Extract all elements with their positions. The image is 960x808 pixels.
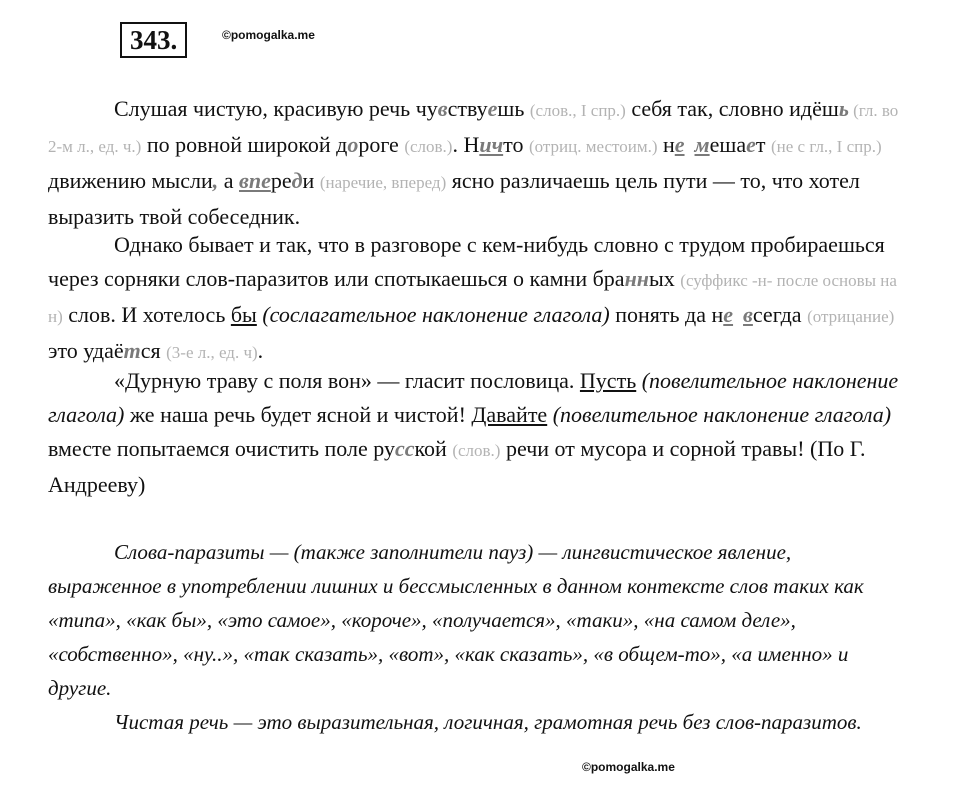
grammar-note: (наречие, вперед) [319, 173, 447, 192]
definition-text: Чистая речь — это выразительная, логичная, грамотная речь без слов-паразитов. [114, 710, 862, 734]
spelling-mark: , [212, 168, 219, 193]
spelling-mark: о [347, 132, 359, 157]
text-fragment: это удаё [48, 338, 124, 363]
spelling-mark: сс [394, 436, 415, 461]
spelling-mark: в [743, 302, 753, 327]
underlined-word: Давайте [471, 402, 548, 427]
watermark-bottom: ©pomogalka.me [582, 760, 675, 774]
text-fragment: себя так, словно идёш [625, 96, 839, 121]
text-fragment: . Н [452, 132, 480, 157]
text-fragment: же наша речь будет ясной и чистой! [124, 402, 472, 427]
spelling-mark: ь [838, 96, 849, 121]
text-fragment: еша [709, 132, 747, 157]
definition-paragraph [48, 705, 908, 739]
paragraph-1 [48, 92, 908, 234]
spelling-mark: д [291, 168, 303, 193]
underlined-word: бы [230, 302, 257, 327]
text-fragment: и [302, 168, 320, 193]
spelling-mark: е [487, 96, 498, 121]
text-fragment: слов. И хотелось [62, 302, 231, 327]
spelling-mark: ич [479, 132, 504, 157]
text-fragment: «Дурную траву с поля вон» — гласит пословица. [114, 368, 580, 393]
spelling-mark: е [723, 302, 734, 327]
grammar-note: (гл. во 2-м л., ед. ч.) [48, 101, 899, 156]
text-fragment: речи от мусора и сорной травы! (По Г. Андрееву) [48, 436, 866, 497]
text-fragment: ству [447, 96, 488, 121]
grammar-comment: (сослагательное наклонение глагола) [256, 302, 610, 327]
text-fragment: шь [497, 96, 530, 121]
exercise-number: 343. [120, 22, 187, 58]
grammar-note: (слов.) [452, 441, 501, 460]
text-fragment: ся [140, 338, 167, 363]
text-fragment: кой [414, 436, 453, 461]
grammar-comment: (повелительное наклонение глагола) [48, 368, 899, 427]
text-fragment: т [755, 132, 771, 157]
text-fragment: по ровной широкой д [141, 132, 348, 157]
spelling-mark: впе [239, 168, 271, 193]
grammar-note: (суффикс -н- после основы на н) [48, 271, 897, 326]
spelling-mark: м [694, 132, 710, 157]
grammar-note: (отриц. местоим.) [528, 137, 658, 156]
text-fragment: понять да н [609, 302, 724, 327]
grammar-note: (3-е л., ед. ч) [166, 343, 258, 362]
spelling-mark: т [123, 338, 141, 363]
text-fragment: ых [649, 266, 681, 291]
underlined-word: Пусть [579, 368, 637, 393]
spelling-mark: в [437, 96, 448, 121]
text-fragment: . [257, 338, 264, 363]
text-fragment: а [218, 168, 239, 193]
word-gap [685, 132, 695, 157]
definition-paragraph [48, 535, 908, 705]
watermark-top: ©pomogalka.me [222, 28, 315, 42]
grammar-note: (не с гл., I спр.) [770, 137, 882, 156]
paragraph-3 [48, 364, 908, 502]
spelling-mark: е [746, 132, 756, 157]
grammar-comment: (повелительное наклонение глагола) [547, 402, 892, 427]
spelling-mark: е [674, 132, 685, 157]
definition-text: Слова-паразиты — (также заполнители пауз) — лингвистическое явление, выраженное в употреблении лишних и бессмысленных в данном контексте слов таких как «типа», «как бы», «это самое», «короче», «получается», «таки», «на самом деле», «собственно», «ну..», «так сказать», «вот», «как сказать», «в общем-то», «а именно» и другие. [48, 540, 864, 700]
text-fragment: Однако бывает и так, что в разговоре с кем-нибудь словно с трудом пробираешься через сорняки слов-паразитов или спотыкаешься о камни бра [48, 232, 885, 291]
text-fragment: н [657, 132, 675, 157]
word-gap [733, 302, 743, 327]
grammar-note: (отрицание) [807, 307, 895, 326]
text-fragment: вместе попытаемся очистить поле ру [48, 436, 395, 461]
text-fragment: то [503, 132, 529, 157]
grammar-note: (слов.) [404, 137, 453, 156]
definition-block [48, 535, 908, 739]
text-fragment: сегда [752, 302, 808, 327]
text-fragment: ясно различаешь цель пути — то, что хотел выразить твой собеседник. [48, 168, 860, 229]
paragraph-2 [48, 228, 908, 370]
spelling-mark: нн [624, 266, 650, 291]
text-fragment: Слушая чистую, красивую речь чу [114, 96, 438, 121]
text-fragment: движению мысли [48, 168, 213, 193]
text-fragment: роге [358, 132, 405, 157]
grammar-note: (слов., I спр.) [529, 101, 626, 120]
text-fragment: ре [270, 168, 292, 193]
